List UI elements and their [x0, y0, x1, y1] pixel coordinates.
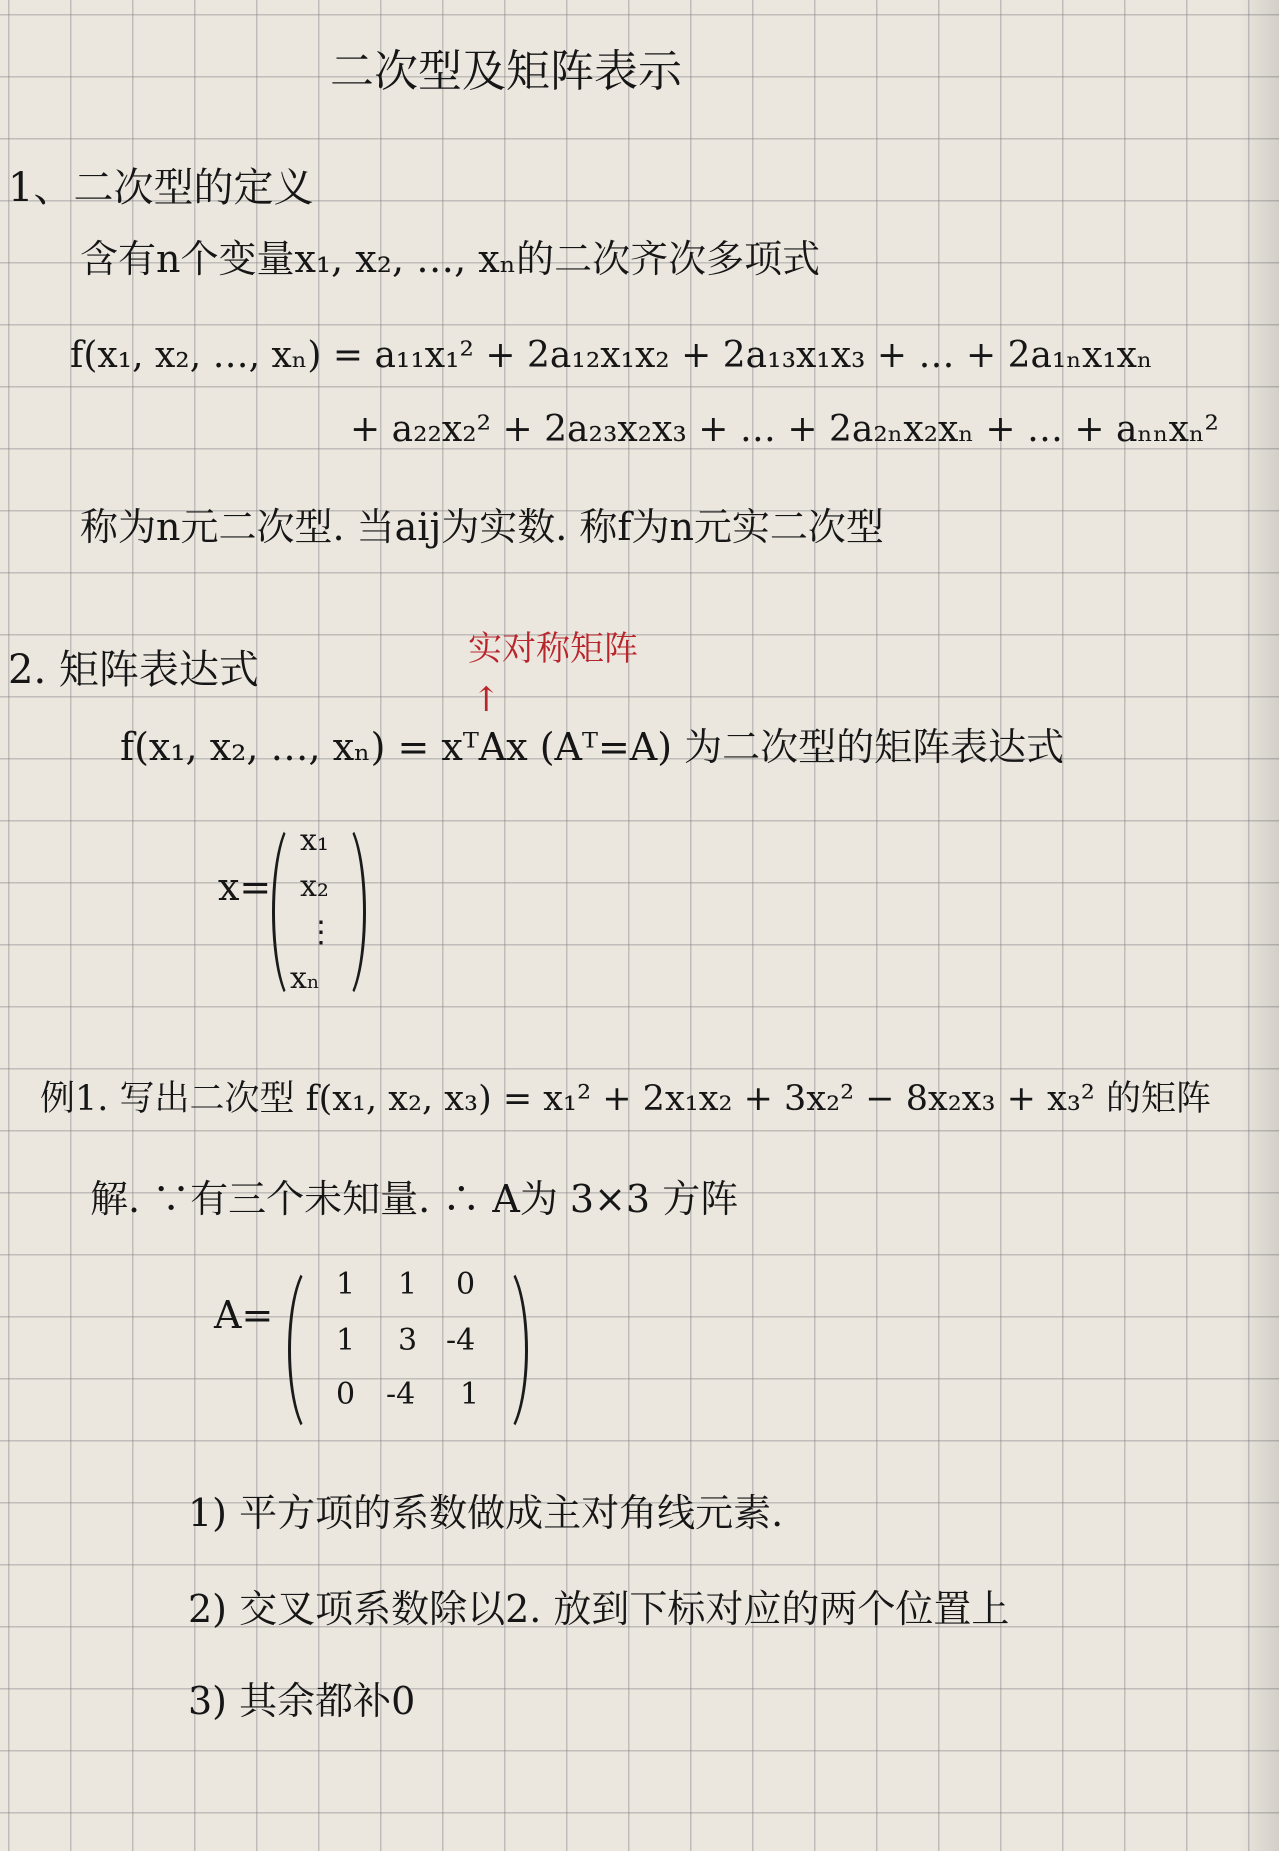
section1-intro: 含有n个变量x₁, x₂, …, xₙ的二次齐次多项式: [80, 237, 821, 281]
section1-conclusion: 称为n元二次型. 当aij为实数. 称f为n元实二次型: [80, 505, 884, 549]
page-edge-shadow: [1239, 0, 1279, 1851]
vector-entry: x₂: [300, 869, 329, 904]
matrix-cell: -4: [446, 1323, 476, 1358]
matrix-left-paren: [288, 1262, 340, 1438]
matrix-cell: 0: [456, 1267, 476, 1302]
matrix-label: A=: [214, 1293, 274, 1337]
red-annotation: 实对称矩阵: [468, 629, 638, 669]
vector-entry: xₙ: [290, 961, 320, 996]
matrix-cell: 0: [336, 1377, 356, 1412]
rule-item: 1) 平方项的系数做成主对角线元素.: [188, 1491, 784, 1535]
matrix-right-paren: [476, 1262, 528, 1438]
section1-formula-line2: + a₂₂x₂² + 2a₂₃x₂x₃ + … + 2a₂ₙx₂xₙ + … + aₙₙxₙ²: [350, 409, 1219, 450]
matrix-cell: 1: [336, 1323, 356, 1358]
matrix-cell: 3: [398, 1323, 418, 1358]
matrix-cell: 1: [398, 1267, 418, 1302]
rule-item: 3) 其余都补0: [188, 1679, 416, 1723]
vector-entry: x₁: [300, 823, 329, 858]
section2-heading: 2. 矩阵表达式: [8, 647, 259, 693]
section1-heading: 1、二次型的定义: [8, 165, 314, 211]
section2-formula: f(x₁, x₂, …, xₙ) = xᵀAx (Aᵀ=A) 为二次型的矩阵表达式: [120, 725, 1065, 769]
page-title: 二次型及矩阵表示: [330, 46, 682, 97]
example-solution: 解. ∵有三个未知量. ∴ A为 3×3 方阵: [90, 1177, 739, 1221]
matrix-cell: 1: [336, 1267, 356, 1302]
section1-formula-line1: f(x₁, x₂, …, xₙ) = a₁₁x₁² + 2a₁₂x₁x₂ + 2a₁₃x₁x₃ + … + 2a₁ₙx₁xₙ: [70, 335, 1153, 376]
example-problem: 例1. 写出二次型 f(x₁, x₂, x₃) = x₁² + 2x₁x₂ + 3x₂² − 8x₂x₃ + x₃² 的矩阵: [40, 1079, 1212, 1119]
rule-item: 2) 交叉项系数除以2. 放到下标对应的两个位置上: [188, 1587, 1010, 1631]
red-arrow: ↑: [472, 680, 501, 720]
matrix-cell: 1: [460, 1377, 480, 1412]
matrix-cell: -4: [386, 1377, 416, 1412]
vector-label: x=: [218, 865, 272, 909]
vector-entry: ⋮: [306, 915, 336, 950]
